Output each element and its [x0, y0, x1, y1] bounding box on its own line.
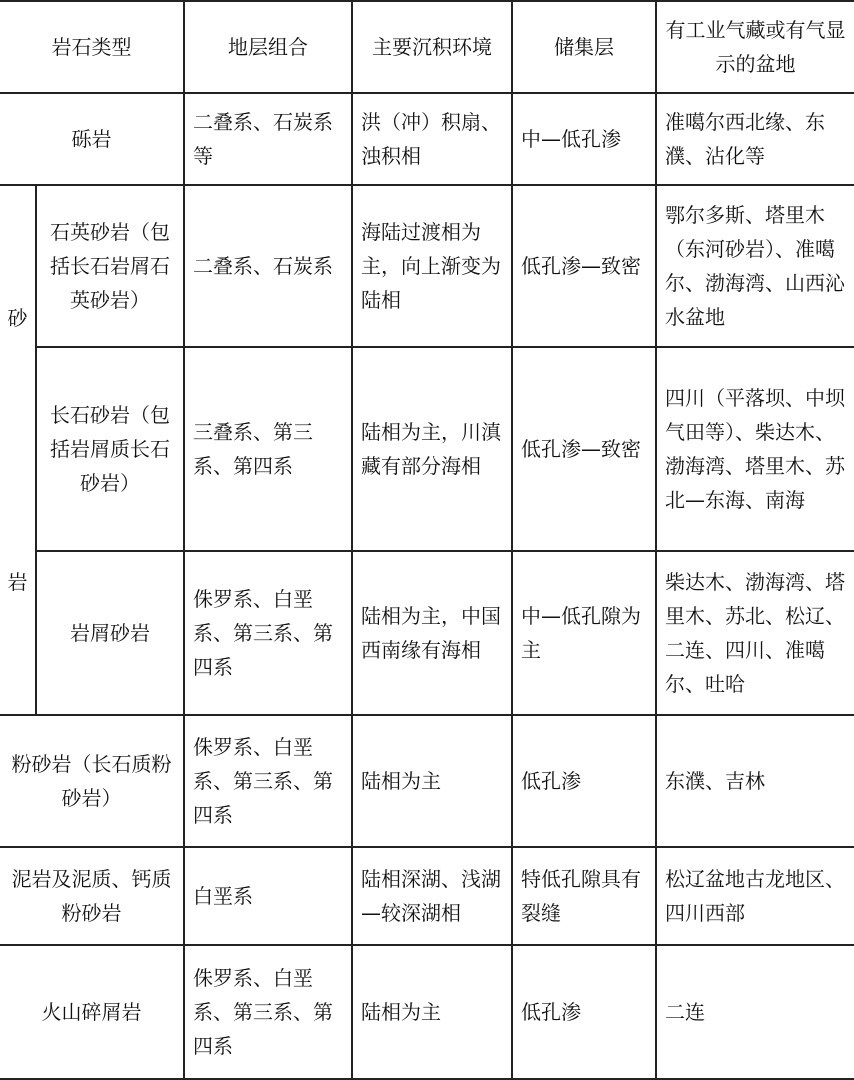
table-row: [0, 185, 854, 347]
rock-type-cell: 石英砂岩（包括长石岩屑石英砂岩）: [36, 185, 184, 347]
reservoir-cell: 中—低孔渗: [512, 93, 656, 185]
reservoir-cell: 低孔渗: [512, 715, 656, 847]
reservoir-cell: 特低孔隙具有裂缝: [512, 847, 656, 945]
environment-cell: 陆相为主，川滇藏有部分海相: [352, 347, 512, 551]
basins-cell: 柴达木、渤海湾、塔里木、苏北、松辽、二连、四川、准噶尔、吐哈: [656, 551, 854, 715]
reservoir-cell: 低孔渗: [512, 945, 656, 1079]
reservoir-cell: 低孔渗—致密: [512, 347, 656, 551]
table-row: [0, 93, 854, 185]
table-row: [0, 847, 854, 945]
header-environment: 主要沉积环境: [352, 1, 512, 93]
basins-cell: 东濮、吉林: [656, 715, 854, 847]
basins-cell: 鄂尔多斯、塔里木（东河砂岩）、准噶尔、渤海湾、山西沁水盆地: [656, 185, 854, 347]
strata-cell: 白垩系: [184, 847, 352, 945]
strata-cell: 二叠系、石炭系等: [184, 93, 352, 185]
sandstone-label-char-1: 砂: [7, 306, 28, 330]
header-row: [0, 1, 854, 93]
environment-cell: 海陆过渡相为主，向上渐变为陆相: [352, 185, 512, 347]
environment-cell: 陆相深湖、浅湖—较深湖相: [352, 847, 512, 945]
environment-cell: 陆相为主，中国西南缘有海相: [352, 551, 512, 715]
strata-cell: 侏罗系、白垩系、第三系、第四系: [184, 551, 352, 715]
rock-type-cell: 长石砂岩（包括岩屑质长石砂岩）: [36, 347, 184, 551]
environment-cell: 陆相为主: [352, 945, 512, 1079]
strata-cell: 三叠系、第三系、第四系: [184, 347, 352, 551]
header-reservoir: 储集层: [512, 1, 656, 93]
rock-type-cell: 粉砂岩（长石质粉砂岩）: [0, 715, 184, 847]
table-row: [0, 945, 854, 1079]
reservoir-cell: 低孔渗—致密: [512, 185, 656, 347]
table-row: [0, 715, 854, 847]
basins-cell: 二连: [656, 945, 854, 1079]
header-strata: 地层组合: [184, 1, 352, 93]
header-rock-type: 岩石类型: [0, 1, 184, 93]
strata-cell: 侏罗系、白垩系、第三系、第四系: [184, 715, 352, 847]
rock-type-cell: 岩屑砂岩: [36, 551, 184, 715]
basins-cell: 准噶尔西北缘、东濮、沾化等: [656, 93, 854, 185]
rock-type-cell: 火山碎屑岩: [0, 945, 184, 1079]
sandstone-group-label: [0, 185, 36, 715]
rock-type-cell: 砾岩: [0, 93, 184, 185]
basins-cell: 四川（平落坝、中坝气田等）、柴达木、渤海湾、塔里木、苏北—东海、南海: [656, 347, 854, 551]
sandstone-label-char-2: 岩: [7, 570, 28, 594]
strata-cell: 侏罗系、白垩系、第三系、第四系: [184, 945, 352, 1079]
header-basins: 有工业气藏或有气显示的盆地: [656, 1, 854, 93]
strata-cell: 二叠系、石炭系: [184, 185, 352, 347]
environment-cell: 陆相为主: [352, 715, 512, 847]
rock-type-cell: 泥岩及泥质、钙质粉砂岩: [0, 847, 184, 945]
table-row: [0, 347, 854, 551]
basins-cell: 松辽盆地古龙地区、四川西部: [656, 847, 854, 945]
reservoir-cell: 中—低孔隙为主: [512, 551, 656, 715]
table-row: [0, 551, 854, 715]
environment-cell: 洪（冲）积扇、浊积相: [352, 93, 512, 185]
